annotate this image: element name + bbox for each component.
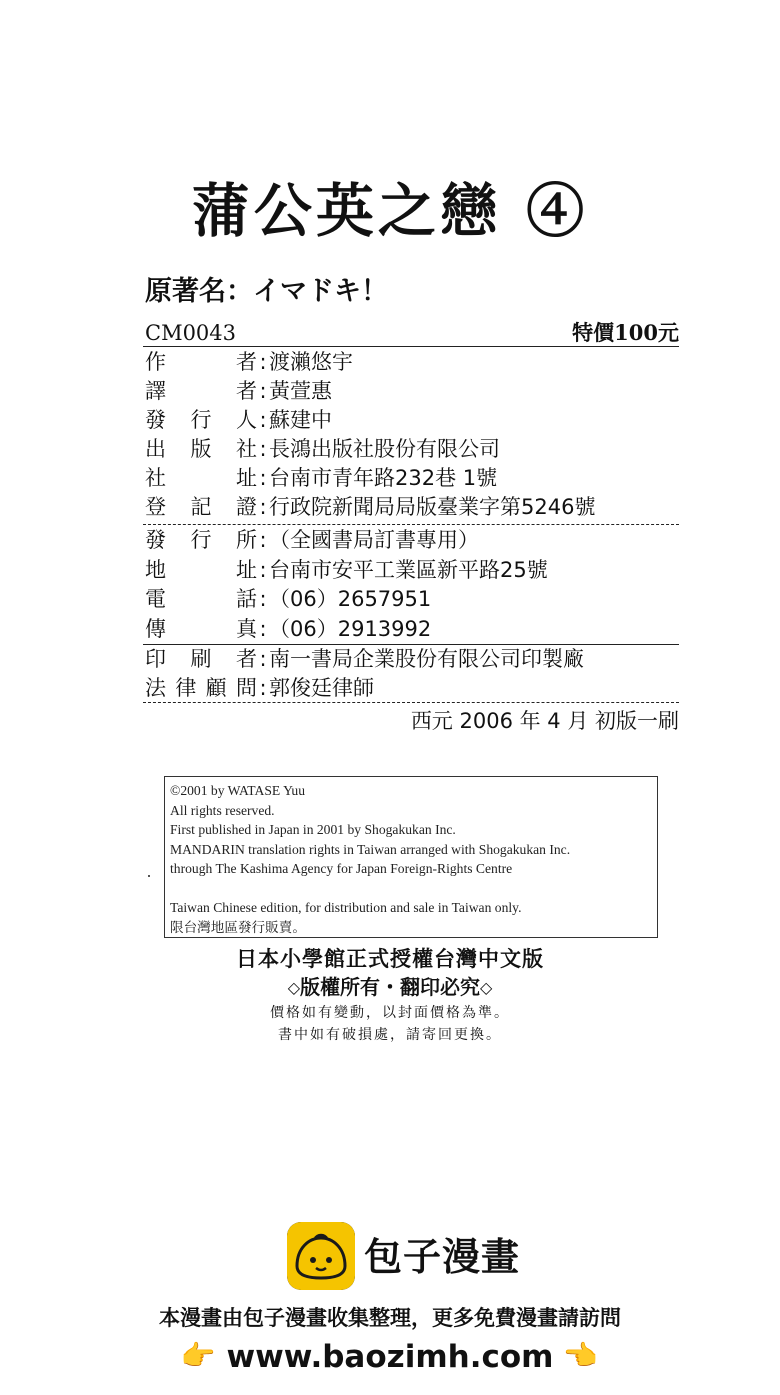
divider <box>143 524 679 525</box>
info-row <box>145 645 584 674</box>
copyright-line: 限台灣地區發行販賣。 <box>170 919 306 935</box>
info-separator: : <box>259 495 267 519</box>
copyright-box <box>164 776 658 938</box>
info-value: 行政院新聞局局版臺業字第5246號 <box>269 495 596 519</box>
divider <box>143 702 679 703</box>
catalog-code: CM0043 <box>145 321 237 345</box>
watermark-url[interactable] <box>0 1334 780 1379</box>
rights-text: 版權所有・翻印必究 <box>300 975 480 999</box>
info-value: 台南市安平工業區新平路25號 <box>269 557 548 582</box>
info-value: （06）2657951 <box>269 587 432 611</box>
url-text[interactable]: www.baozimh.com <box>226 1339 554 1375</box>
diamond-icon: ◇ <box>480 978 493 997</box>
info-separator: : <box>259 557 267 582</box>
diamond-icon: ◇ <box>287 978 300 997</box>
scan-dot <box>148 875 150 877</box>
info-label: 譯者 <box>145 379 257 403</box>
info-row <box>145 377 332 406</box>
info-row <box>145 493 595 522</box>
logo-text: 包子漫畫 <box>364 1235 521 1279</box>
book-title: 蒲公英之戀 ④ <box>191 177 589 245</box>
info-value: （06）2913992 <box>269 616 432 641</box>
info-row <box>145 674 374 703</box>
rights-line <box>0 973 780 1002</box>
edition-line: 西元 2006 年 4 月 初版一刷 <box>410 709 679 733</box>
info-separator: : <box>259 466 267 490</box>
return-note: 書中如有破損處，請寄回更換。 <box>278 1027 502 1043</box>
baozi-logo-icon <box>287 1222 355 1290</box>
info-separator: : <box>259 408 267 432</box>
info-label: 出版社 <box>145 437 257 461</box>
info-label: 地址 <box>145 557 257 582</box>
copyright-line: ©2001 by WATASE Yuu <box>170 783 305 798</box>
pointing-hand-icon: 👉 <box>180 1339 216 1372</box>
info-row <box>145 348 353 377</box>
watermark-notice: 本漫畫由包子漫畫收集整理，更多免費漫畫請訪問 <box>159 1306 621 1330</box>
info-value: 郭俊廷律師 <box>269 676 374 700</box>
divider <box>143 346 679 347</box>
info-separator: : <box>259 379 267 403</box>
info-separator: : <box>259 676 267 700</box>
copyright-line: All rights reserved. <box>170 802 275 818</box>
info-row <box>145 406 332 435</box>
info-row <box>145 556 548 585</box>
info-separator: : <box>259 616 267 641</box>
info-separator: : <box>259 437 267 461</box>
copyright-line: Taiwan Chinese edition, for distribution and sale in Taiwan only. <box>170 900 522 915</box>
info-label: 發行所 <box>145 528 257 552</box>
info-separator: : <box>259 350 267 374</box>
info-label: 社址 <box>145 466 257 490</box>
info-value: 台南市青年路232巷 1號 <box>269 466 498 490</box>
copyright-line <box>170 879 657 899</box>
info-label: 作者 <box>145 350 257 374</box>
copyright-line: MANDARIN translation rights in Taiwan arranged with Shogakukan Inc. <box>170 841 571 857</box>
copyright-line: through The Kashima Agency for Japan Foreign-Rights Centre <box>170 861 513 876</box>
info-row <box>145 435 500 464</box>
info-value: 黃萱惠 <box>269 379 332 403</box>
info-value: 渡瀨悠宇 <box>269 350 353 374</box>
info-label: 法律顧問 <box>145 676 257 700</box>
info-row <box>145 464 497 493</box>
info-separator: : <box>259 528 267 552</box>
info-value: 南一書局企業股份有限公司印製廠 <box>269 647 584 671</box>
info-separator: : <box>259 587 267 611</box>
info-separator: : <box>259 647 267 671</box>
price: 特價100元 <box>572 320 679 345</box>
original-title: 原著名：イマドキ！ <box>145 276 388 307</box>
authorization-line: 日本小學館正式授權台灣中文版 <box>236 947 544 971</box>
info-value: （全國書局訂書專用） <box>269 528 479 552</box>
info-row <box>145 585 431 614</box>
info-value: 長鴻出版社股份有限公司 <box>269 437 500 461</box>
info-label: 電話 <box>145 587 257 611</box>
info-label: 傳真 <box>145 616 257 641</box>
price-note: 價格如有變動，以封面價格為準。 <box>270 1005 510 1021</box>
copyright-line: First published in Japan in 2001 by Shogakukan Inc. <box>170 822 456 837</box>
info-label: 印刷者 <box>145 647 257 671</box>
info-row <box>145 526 479 555</box>
pointing-hand-icon: 👉 <box>564 1339 600 1372</box>
info-label: 發行人 <box>145 408 257 432</box>
info-label: 登記證 <box>145 495 257 519</box>
info-row <box>145 615 431 644</box>
info-value: 蘇建中 <box>269 408 332 432</box>
